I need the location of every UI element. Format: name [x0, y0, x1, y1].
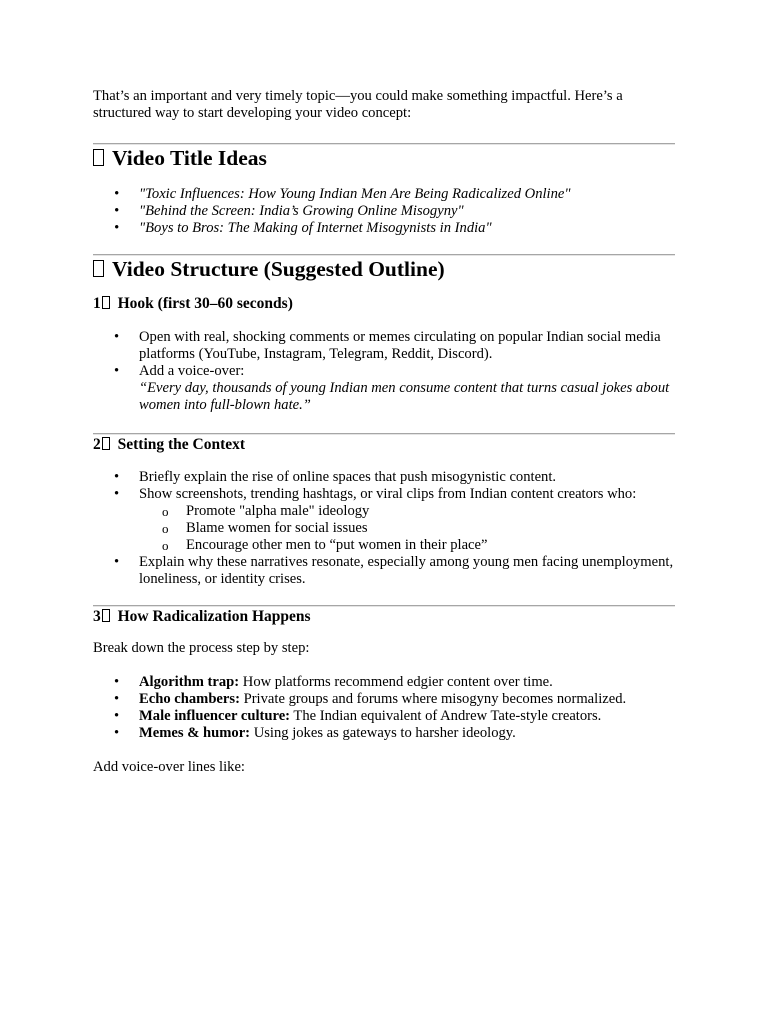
list-item-text: • Open with real, shocking comments or memes circulating on popular Indian social media platforms (YouTube, Instagram, Telegram, Reddit, Discord). [139, 329, 661, 362]
section-heading-text: Video Structure (Suggested Outline) [112, 257, 445, 281]
title-ideas-list [93, 186, 675, 237]
list-item: • "Toxic Influences: How Young Indian Men Are Being Radicalized Online" [93, 186, 675, 203]
section-heading-structure [93, 256, 675, 282]
part-number: 3 [93, 608, 101, 625]
list-item: • "Behind the Screen: India’s Growing Online Misogyny" [93, 203, 675, 220]
part-heading-context [93, 435, 675, 454]
missing-glyph-icon [102, 437, 110, 450]
sub-list-item: o Blame women for social issues [139, 520, 675, 537]
list-item: • "Boys to Bros: The Making of Internet Misogynists in India" [93, 220, 675, 237]
list-item [93, 708, 675, 725]
list-item [93, 486, 675, 554]
list-item-term: Memes & humor: [139, 725, 251, 741]
missing-glyph-icon [93, 149, 104, 166]
list-item-text: • Explain why these narratives resonate, especially among young men facing unemployment, loneliness, or identity crises. [139, 554, 674, 587]
part-heading-radicalization [93, 607, 675, 626]
list-item-text: How platforms recommend edgier content over time. [239, 674, 553, 690]
list-item-term: Echo chambers: [139, 691, 240, 707]
sub-list-item: o Promote "alpha male" ideology [139, 503, 675, 520]
part-title: Hook (first 30–60 seconds) [117, 295, 293, 312]
list-item-text: Private groups and forums where misogyny becomes normalized. [239, 691, 627, 707]
list-item [93, 725, 675, 742]
missing-glyph-icon [93, 260, 104, 277]
creator-traits-list [139, 503, 675, 554]
missing-glyph-icon [102, 296, 110, 309]
sub-list-item: o Encourage other men to “put women in their place” [139, 537, 675, 554]
closing-line: Add voice-over lines like: [93, 759, 245, 775]
context-list [93, 469, 675, 588]
list-item-term: Male influencer culture: [139, 708, 291, 724]
list-item-term: Algorithm trap: [139, 674, 240, 690]
list-item [93, 363, 675, 414]
list-item [93, 554, 675, 588]
list-item-text: Using jokes as gateways to harsher ideology. [250, 725, 516, 741]
list-item [93, 674, 675, 691]
hook-list [93, 329, 675, 414]
intro-paragraph: That’s an important and very timely topic—you could make something impactful. Here’s a structured way to start developing your video concept: [93, 88, 623, 121]
list-item: • Briefly explain the rise of online spaces that push misogynistic content. [93, 469, 675, 486]
section-heading-title-ideas [93, 145, 675, 171]
list-item [93, 329, 675, 363]
missing-glyph-icon [102, 609, 110, 622]
section-heading-text: Video Title Ideas [112, 146, 267, 170]
list-item-text: • Add a voice-over: [139, 363, 245, 379]
part-heading-hook [93, 294, 675, 313]
part-number: 1 [93, 295, 101, 312]
list-item [93, 691, 675, 708]
part-title: Setting the Context [117, 436, 246, 453]
process-lead: Break down the process step by step: [93, 640, 310, 656]
radicalization-list [93, 674, 675, 742]
list-item-text: Show screenshots, trending hashtags, or viral clips from Indian content creators who: [139, 486, 637, 502]
part-number: 2 [93, 436, 101, 453]
voice-over-quote: “Every day, thousands of young Indian men consume content that turns casual jokes about women into full-blown hate.” [139, 380, 670, 413]
list-item-text: The Indian equivalent of Andrew Tate-style creators. [290, 708, 602, 724]
part-title: How Radicalization Happens [117, 608, 311, 625]
